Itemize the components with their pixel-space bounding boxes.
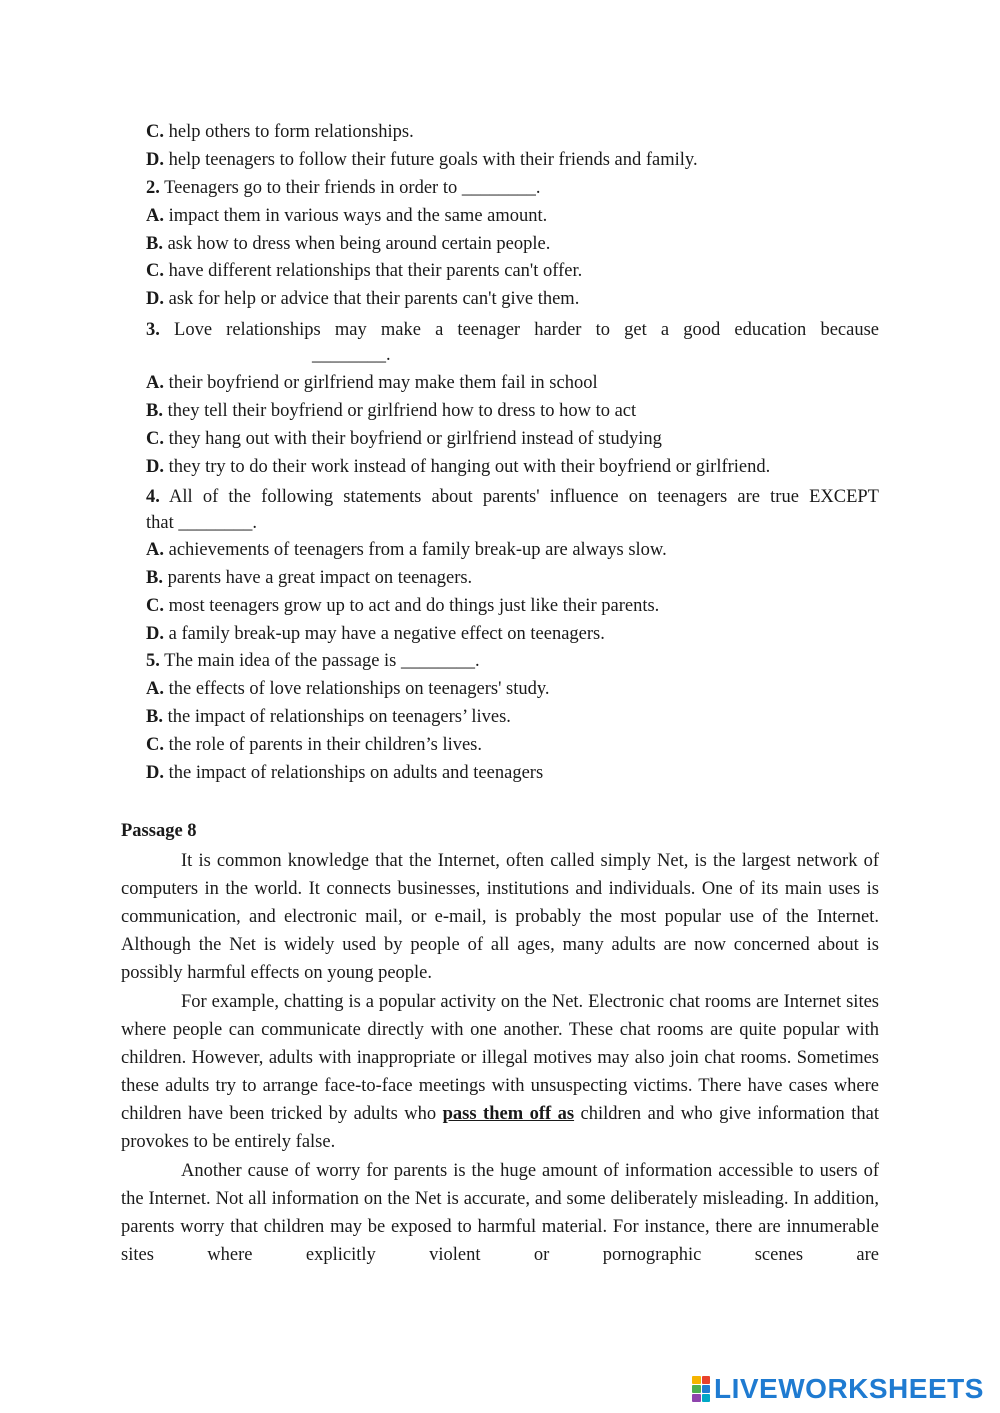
q5-option-d: D. the impact of relationships on adults and teenagers (146, 763, 544, 783)
q2-option-d: D. ask for help or advice that their parents can't give them. (146, 289, 580, 309)
liveworksheets-logo-icon (692, 1376, 710, 1402)
q5-option-a: A. the effects of love relationships on teenagers' study. (146, 679, 550, 699)
q4-option-c: C. most teenagers grow up to act and do things just like their parents. (146, 596, 660, 616)
passage-paragraph-1: It is common knowledge that the Internet, often called simply Net, is the largest network of computers in the world. It connects businesses, institutions and individuals. One of its main uses is communication, and electronic mail, or e-mail, is probably the most popular use of the Internet. Although the Net is widely used by people of all ages, many adults are now concerned about is possibly harmful effects on young people. (121, 851, 879, 983)
q3-stem: 3. Love relationships may make a teenager harder to get a good education because (146, 320, 879, 340)
passage-heading: Passage 8 (121, 821, 197, 841)
q4-stem-continued: that ________. (146, 513, 257, 533)
passage-paragraph-2: For example, chatting is a popular activity on the Net. Electronic chat rooms are Internet sites where people can communicate directly with one another. These chat rooms are quite popular with children. However, adults with inappropriate or illegal motives may also join chat rooms. Sometimes these adults try to arrange face-to-face meetings with unsuspecting victims. There have cases where children have been tricked by adults who pass them off as children and who give information that provokes to be entirely false. (121, 992, 879, 1152)
q2-option-a: A. impact them in various ways and the same amount. (146, 206, 548, 226)
q2-stem: 2. Teenagers go to their friends in order to ________. (146, 178, 541, 198)
q5-stem: 5. The main idea of the passage is ________. (146, 651, 480, 671)
q2-option-c: C. have different relationships that their parents can't offer. (146, 261, 583, 281)
q4-option-d: D. a family break-up may have a negative effect on teenagers. (146, 624, 605, 644)
liveworksheets-logo-text: LIVEWORKSHEETS (714, 1373, 984, 1404)
q3-option-b: B. they tell their boyfriend or girlfriend how to dress to how to act (146, 401, 637, 421)
q3-option-a: A. their boyfriend or girlfriend may make them fail in school (146, 373, 598, 393)
q3-option-c: C. they hang out with their boyfriend or girlfriend instead of studying (146, 429, 662, 449)
q4-option-b: B. parents have a great impact on teenagers. (146, 568, 473, 588)
q1-option-d: D. help teenagers to follow their future goals with their friends and family. (146, 150, 698, 170)
q5-option-b: B. the impact of relationships on teenagers’ lives. (146, 707, 511, 727)
q3-blank: ________. (312, 345, 391, 365)
passage-paragraph-3: Another cause of worry for parents is the huge amount of information accessible to users of the Internet. Not all information on the Net is accurate, and some deliberately misleading. In addition, parents worry that children may be exposed to harmful material. For instance, there are innumerable sites where explicitly violent or pornographic scenes are (121, 1161, 879, 1265)
q5-option-c: C. the role of parents in their children’s lives. (146, 735, 483, 755)
highlighted-phrase: pass them off as (442, 1104, 575, 1124)
q4-stem: 4. All of the following statements about parents' influence on teenagers are true EXCEPT (146, 487, 879, 507)
liveworksheets-logo (692, 1374, 984, 1404)
q4-option-a: A. achievements of teenagers from a family break-up are always slow. (146, 540, 667, 560)
q2-option-b: B. ask how to dress when being around certain people. (146, 234, 551, 254)
q1-option-c: C. help others to form relationships. (146, 122, 414, 142)
q3-option-d: D. they try to do their work instead of hanging out with their boyfriend or girlfriend. (146, 457, 771, 477)
